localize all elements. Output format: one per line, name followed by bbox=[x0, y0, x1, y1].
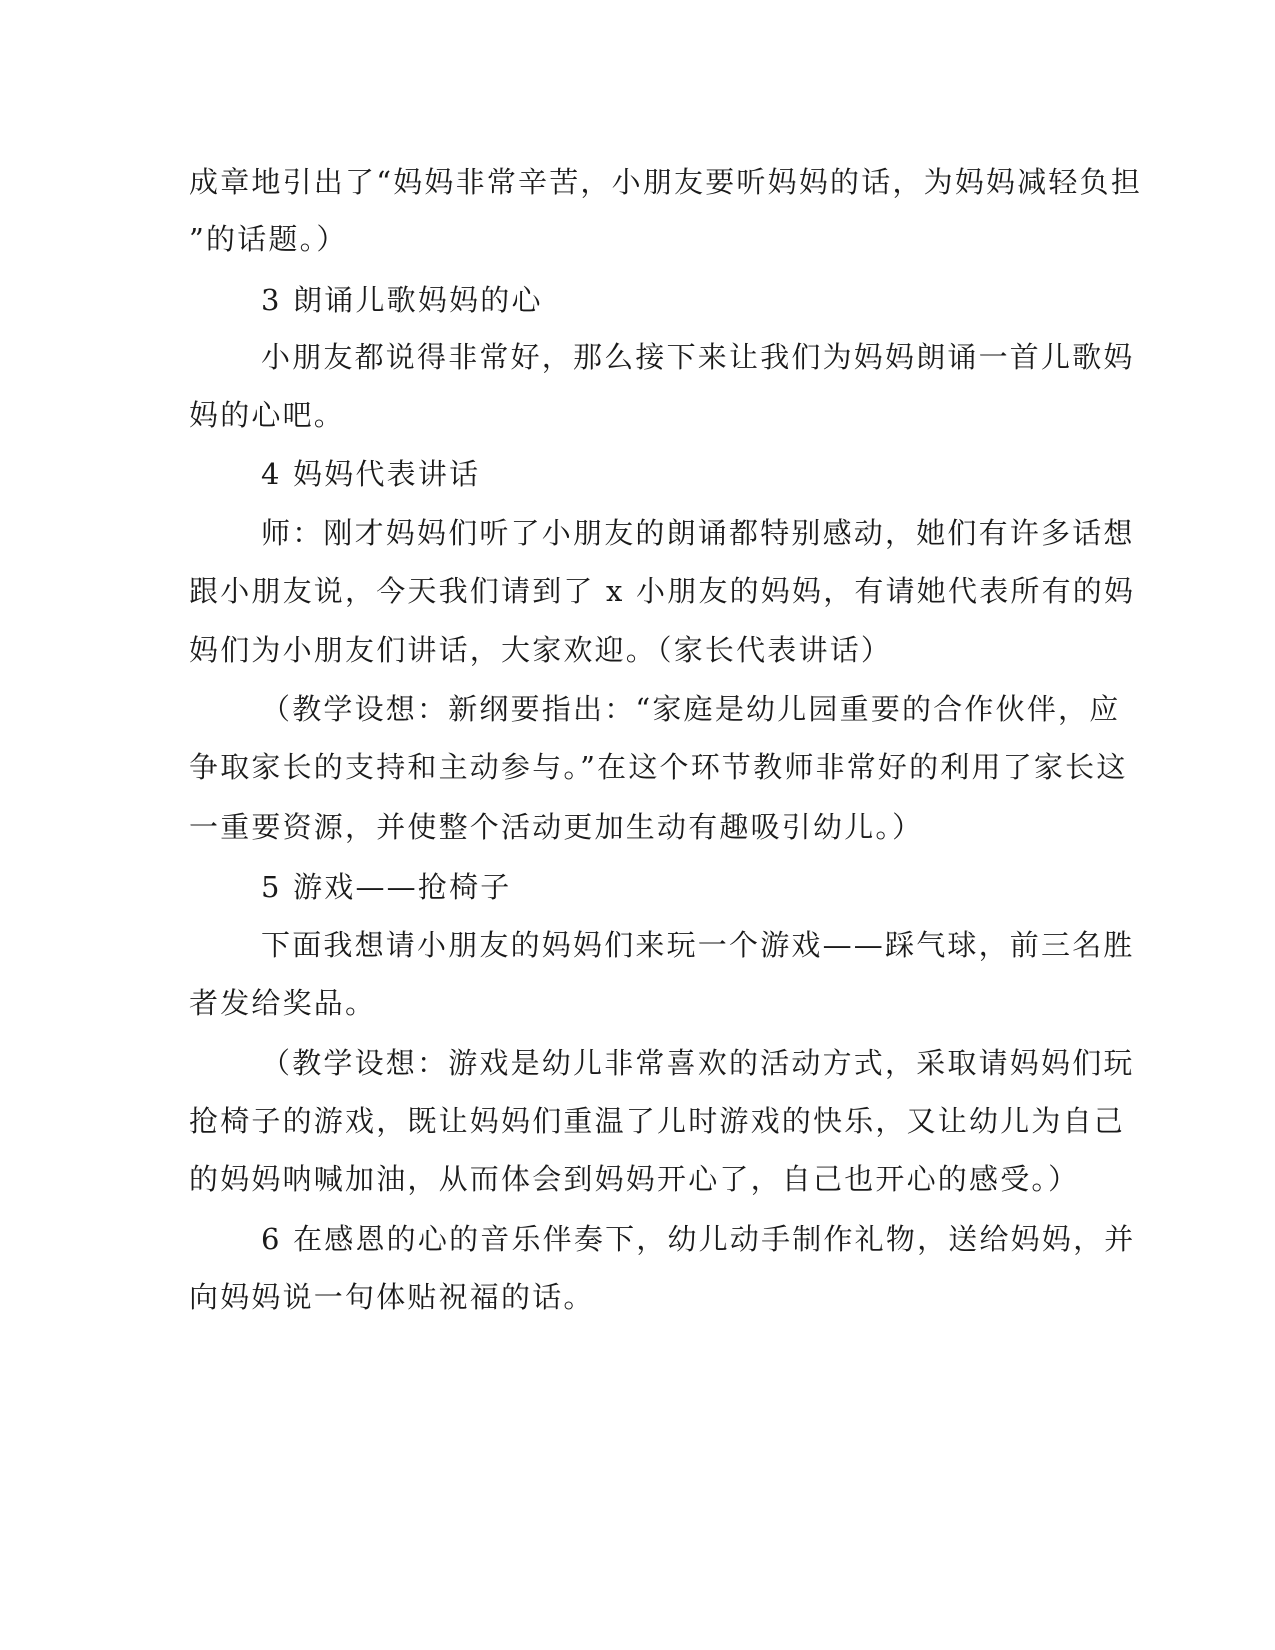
paragraph-line: 6 在感恩的心的音乐伴奏下，幼儿动手制作礼物，送给妈妈，并 bbox=[261, 1222, 1136, 1256]
section-heading-4: 4 妈妈代表讲话 bbox=[261, 457, 481, 491]
paragraph-line: ”的话题。） bbox=[189, 222, 348, 256]
paragraph-line: 师：刚才妈妈们听了小朋友的朗诵都特别感动，她们有许多话想 bbox=[261, 516, 1135, 550]
paragraph-line: 成章地引出了“妈妈非常辛苦，小朋友要听妈妈的话，为妈妈减轻负担 bbox=[189, 165, 1143, 199]
paragraph-line: （教学设想：新纲要指出：“家庭是幼儿园重要的合作伙伴，应 bbox=[261, 692, 1121, 726]
paragraph-line: 向妈妈说一句体贴祝福的话。 bbox=[189, 1280, 595, 1314]
paragraph-line: 妈的心吧。 bbox=[189, 398, 346, 432]
paragraph-line: 一重要资源，并使整个活动更加生动有趣吸引幼儿。） bbox=[189, 810, 924, 844]
section-heading-5: 5 游戏——抢椅子 bbox=[261, 870, 512, 904]
paragraph-line: 者发给奖品。 bbox=[189, 986, 377, 1020]
paragraph-line: 妈们为小朋友们讲话，大家欢迎。（家长代表讲话） bbox=[189, 633, 893, 667]
paragraph-line: 跟小朋友说，今天我们请到了 x 小朋友的妈妈，有请她代表所有的妈 bbox=[189, 574, 1136, 608]
paragraph-line: （教学设想：游戏是幼儿非常喜欢的活动方式，采取请妈妈们玩 bbox=[261, 1046, 1135, 1080]
paragraph-line: 小朋友都说得非常好，那么接下来让我们为妈妈朗诵一首儿歌妈 bbox=[261, 340, 1135, 374]
paragraph-line: 抢椅子的游戏，既让妈妈们重温了儿时游戏的快乐，又让幼儿为自己 bbox=[189, 1104, 1126, 1138]
section-heading-3: 3 朗诵儿歌妈妈的心 bbox=[261, 283, 543, 317]
paragraph-line: 下面我想请小朋友的妈妈们来玩一个游戏——踩气球，前三名胜 bbox=[261, 928, 1135, 962]
paragraph-line: 的妈妈呐喊加油，从而体会到妈妈开心了，自己也开心的感受。） bbox=[189, 1162, 1080, 1196]
paragraph-line: 争取家长的支持和主动参与。”在这个环节教师非常好的利用了家长这 bbox=[189, 750, 1128, 784]
